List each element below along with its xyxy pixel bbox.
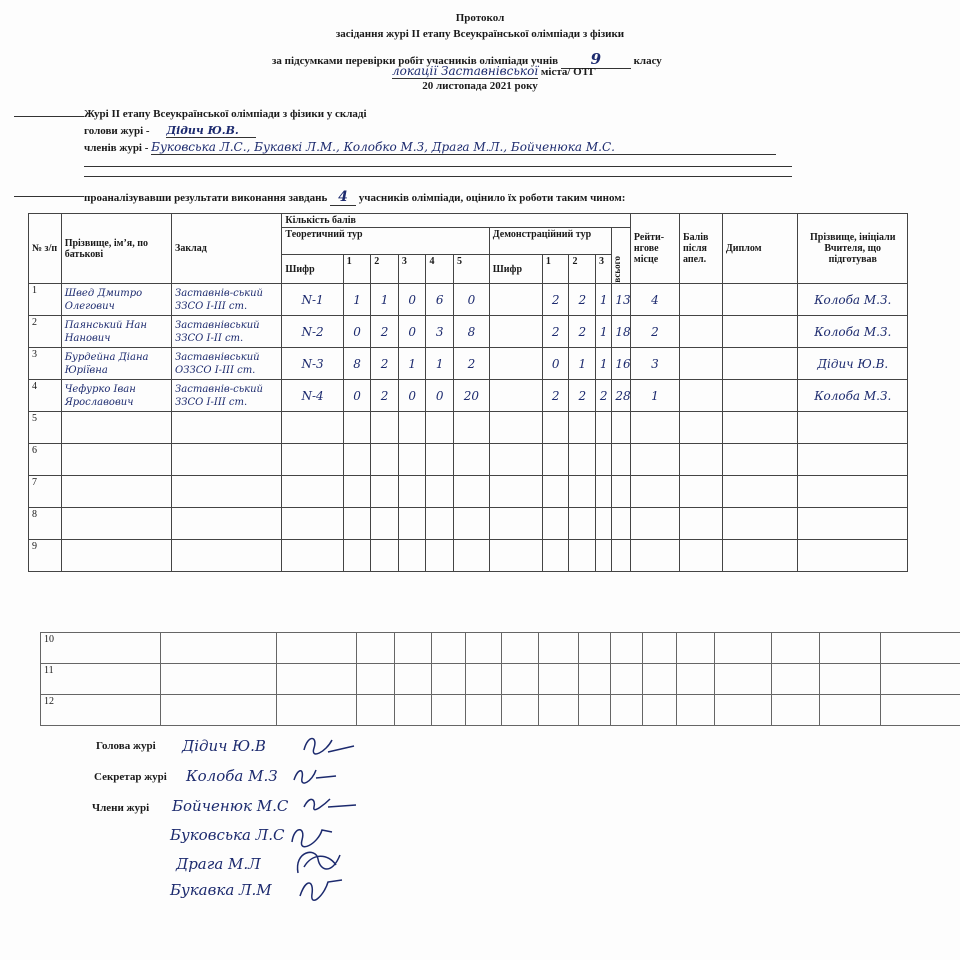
rank: 2 — [630, 316, 679, 348]
empty-cell — [772, 633, 820, 664]
empty-cell — [466, 664, 502, 695]
empty-cell — [715, 664, 772, 695]
grade-value: 9 — [561, 50, 631, 69]
appeal-score — [679, 476, 722, 508]
demo-score: 1 — [569, 348, 596, 380]
theory-score: 0 — [343, 316, 371, 348]
demo-cipher — [489, 412, 542, 444]
theory-task-header: 5 — [454, 255, 490, 284]
appeal-score — [679, 284, 722, 316]
teacher-name — [798, 508, 908, 540]
theory-score — [371, 444, 399, 476]
demo-score: 2 — [569, 316, 596, 348]
teacher-name — [798, 412, 908, 444]
theory-score: 0 — [426, 380, 454, 412]
theory-score — [426, 540, 454, 572]
rank — [630, 540, 679, 572]
empty-cell — [395, 633, 432, 664]
demo-task-header: 1 — [542, 255, 569, 284]
protocol-title: Протокол — [455, 12, 505, 24]
diploma — [722, 380, 798, 412]
empty-cell — [611, 695, 643, 726]
appeal-score — [679, 444, 722, 476]
cipher — [282, 444, 343, 476]
empty-cell — [466, 695, 502, 726]
rank — [630, 412, 679, 444]
demo-cipher — [489, 348, 542, 380]
row-number: 9 — [29, 540, 62, 572]
protocol-subtitle: засідання журі ІІ етапу Всеукраїнської олімпіади з фізики — [335, 28, 625, 40]
teacher-name: Колоба М.З. — [798, 380, 908, 412]
empty-cell — [161, 633, 277, 664]
school-name: Заставнів-ський ЗЗСО І-ІІІ ст. — [172, 380, 282, 412]
empty-cell — [277, 664, 357, 695]
line3-prefix: за підсумками перевірки робіт учасників олімпіади учнів — [272, 55, 559, 67]
student-name: Паянський Нан Нанович — [61, 316, 171, 348]
theory-score — [371, 412, 399, 444]
demo-score: 1 — [596, 284, 612, 316]
demo-score: 0 — [542, 348, 569, 380]
theory-task-header: 1 — [343, 255, 371, 284]
cipher — [282, 540, 343, 572]
member-signature: Букавка Л.М — [170, 881, 272, 899]
member-signature: Бойченюк М.С — [172, 797, 289, 815]
theory-score — [426, 444, 454, 476]
locality-handwritten: локації Заставнівської — [392, 64, 539, 78]
table-row — [41, 664, 960, 695]
empty-cell — [502, 695, 539, 726]
table-row — [29, 508, 908, 540]
theory-score — [371, 540, 399, 572]
school-name: Заставнівський ОЗЗСО І-ІІІ ст. — [172, 348, 282, 380]
empty-cell — [539, 695, 579, 726]
empty-cell — [539, 664, 579, 695]
empty-cell — [579, 633, 611, 664]
theory-score: 8 — [454, 316, 490, 348]
cipher — [282, 508, 343, 540]
school-name — [172, 540, 282, 572]
theory-score: 8 — [343, 348, 371, 380]
demo-cipher — [489, 444, 542, 476]
total-score — [612, 444, 631, 476]
jury-head-label: голови журі - — [84, 125, 150, 137]
student-name — [61, 412, 171, 444]
theory-score — [398, 476, 426, 508]
theory-score: 2 — [371, 380, 399, 412]
theory-score — [426, 412, 454, 444]
demo-score: 1 — [596, 316, 612, 348]
jury-head-row — [84, 124, 256, 138]
demo-score — [542, 476, 569, 508]
empty-cell — [611, 664, 643, 695]
theory-score — [454, 540, 490, 572]
total-score — [612, 508, 631, 540]
empty-cell — [466, 633, 502, 664]
theory-score: 3 — [426, 316, 454, 348]
demo-cipher — [489, 284, 542, 316]
demo-score — [569, 412, 596, 444]
student-name — [61, 444, 171, 476]
diploma — [722, 348, 798, 380]
demo-score — [542, 508, 569, 540]
rank — [630, 444, 679, 476]
demo-score: 2 — [569, 284, 596, 316]
table-row — [29, 284, 908, 316]
student-name: Швед Дмитро Олегович — [61, 284, 171, 316]
empty-cell — [395, 695, 432, 726]
row-number: 11 — [41, 664, 161, 695]
appeal-score — [679, 412, 722, 444]
protocol-date: 20 листопада 2021 року — [422, 80, 538, 92]
demo-score — [569, 540, 596, 572]
diploma — [722, 284, 798, 316]
theory-score: 1 — [426, 348, 454, 380]
empty-cell — [772, 664, 820, 695]
empty-cell — [432, 695, 466, 726]
col-appeal-header: Балів після апел. — [679, 214, 722, 284]
col-rank-header: Рейти-нгове місце — [630, 214, 679, 284]
teacher-name: Дідич Ю.В. — [798, 348, 908, 380]
head-sign-label: Голова журі — [96, 740, 156, 752]
results-table — [28, 213, 908, 572]
jury-head-value: Дідич Ю.В. — [166, 124, 256, 138]
table-row — [41, 695, 960, 726]
row-number: 6 — [29, 444, 62, 476]
demo-score — [596, 444, 612, 476]
theory-score: 1 — [343, 284, 371, 316]
member-signature: Драга М.Л — [176, 855, 261, 873]
rank — [630, 476, 679, 508]
empty-cell — [357, 664, 395, 695]
school-name — [172, 444, 282, 476]
theory-score — [454, 412, 490, 444]
theory-score — [398, 508, 426, 540]
total-header-text: всього — [612, 256, 623, 283]
diploma — [722, 476, 798, 508]
theory-score — [426, 476, 454, 508]
empty-cell — [277, 633, 357, 664]
demo-score — [596, 540, 612, 572]
teacher-name: Колоба М.З. — [798, 284, 908, 316]
rank: 1 — [630, 380, 679, 412]
secretary-signature-mark — [290, 764, 340, 788]
member-signature-mark — [296, 874, 346, 902]
empty-cell — [820, 695, 881, 726]
cipher — [282, 412, 343, 444]
total-score — [612, 540, 631, 572]
demo-task-header: 3 — [596, 255, 612, 284]
col-diploma-header: Диплом — [722, 214, 798, 284]
empty-cell — [677, 633, 715, 664]
row-number: 12 — [41, 695, 161, 726]
diploma — [722, 508, 798, 540]
student-name — [61, 508, 171, 540]
theory-score — [398, 412, 426, 444]
row-number: 4 — [29, 380, 62, 412]
row-number: 7 — [29, 476, 62, 508]
table-row — [29, 412, 908, 444]
diploma — [722, 444, 798, 476]
appeal-score — [679, 380, 722, 412]
head-signature-mark — [298, 732, 358, 758]
empty-cell — [715, 695, 772, 726]
table-row — [29, 348, 908, 380]
demo-score: 2 — [596, 380, 612, 412]
jury-members-value: Буковська Л.С., Букавкі Л.М., Колобко М.З, Драга М.Л., Бойченюка М.С. — [151, 140, 776, 155]
theory-score: 6 — [426, 284, 454, 316]
row-number: 3 — [29, 348, 62, 380]
theory-score — [343, 476, 371, 508]
col-name-header: Прізвище, ім’я, по батькові — [61, 214, 171, 284]
demo-score: 2 — [569, 380, 596, 412]
school-name — [172, 412, 282, 444]
members-sign-label: Члени журі — [92, 802, 150, 814]
analysis-count: 4 — [330, 189, 356, 206]
theory-score — [371, 508, 399, 540]
empty-cell — [820, 633, 881, 664]
appeal-score — [679, 316, 722, 348]
empty-cell — [772, 695, 820, 726]
diploma — [722, 412, 798, 444]
analysis-after: учасників олімпіади, оцінило їх роботи таким чином: — [358, 192, 626, 204]
demo-score — [569, 508, 596, 540]
analysis-line — [84, 189, 625, 206]
student-name: Бурдейна Діана Юріївна — [61, 348, 171, 380]
demo-cipher — [489, 316, 542, 348]
teacher-name — [798, 540, 908, 572]
empty-cell — [539, 633, 579, 664]
demo-score — [596, 412, 612, 444]
cipher: N-3 — [282, 348, 343, 380]
student-name — [61, 476, 171, 508]
col-num-header: № з/п — [29, 214, 62, 284]
demo-score — [542, 540, 569, 572]
demo-score: 2 — [542, 380, 569, 412]
school-name — [172, 476, 282, 508]
teacher-name: Колоба М.З. — [798, 316, 908, 348]
total-score: 13 — [612, 284, 631, 316]
table-row — [29, 444, 908, 476]
theory-score: 0 — [343, 380, 371, 412]
empty-cell — [357, 695, 395, 726]
empty-cell — [277, 695, 357, 726]
total-score — [612, 412, 631, 444]
line3-suffix: класу — [633, 55, 662, 67]
extra-rows-table — [40, 632, 960, 726]
empty-cell — [357, 633, 395, 664]
appeal-score — [679, 540, 722, 572]
theory-task-header: 4 — [426, 255, 454, 284]
demo-score — [569, 444, 596, 476]
rule-line — [14, 116, 84, 117]
row-number: 2 — [29, 316, 62, 348]
diploma — [722, 316, 798, 348]
demo-score — [596, 476, 612, 508]
empty-cell — [432, 633, 466, 664]
jury-members-label: членів журі - — [84, 142, 149, 154]
appeal-score — [679, 348, 722, 380]
row-number: 10 — [41, 633, 161, 664]
member-signature: Буковська Л.С — [170, 826, 285, 844]
teacher-name — [798, 476, 908, 508]
demo-score — [569, 476, 596, 508]
theory-score — [454, 444, 490, 476]
theory-task-header: 3 — [398, 255, 426, 284]
empty-cell — [677, 664, 715, 695]
theory-score: 1 — [398, 348, 426, 380]
theory-score: 0 — [398, 316, 426, 348]
theory-score: 20 — [454, 380, 490, 412]
appeal-score — [679, 508, 722, 540]
theory-score: 2 — [371, 348, 399, 380]
empty-cell — [161, 695, 277, 726]
demo-cipher — [489, 476, 542, 508]
rule-line — [84, 176, 792, 177]
empty-cell — [643, 695, 677, 726]
cipher2-header: Шифр — [489, 255, 542, 284]
school-name: Заставнів-ський ЗЗСО І-ІІІ ст. — [172, 284, 282, 316]
table-row — [29, 540, 908, 572]
table-row — [29, 476, 908, 508]
empty-cell — [715, 633, 772, 664]
row-number: 1 — [29, 284, 62, 316]
theory-score — [343, 540, 371, 572]
empty-cell — [579, 695, 611, 726]
demo-score — [542, 412, 569, 444]
table-row — [41, 633, 960, 664]
row-number: 5 — [29, 412, 62, 444]
secretary-sign-label: Секретар журі — [94, 771, 167, 783]
empty-cell — [502, 633, 539, 664]
points-header: Кількість балів — [282, 214, 631, 228]
theory-score — [454, 508, 490, 540]
student-name — [61, 540, 171, 572]
demo-cipher — [489, 540, 542, 572]
teacher-name — [798, 444, 908, 476]
theory-score — [398, 444, 426, 476]
row-number: 8 — [29, 508, 62, 540]
rank — [630, 508, 679, 540]
cipher: N-1 — [282, 284, 343, 316]
demo-score — [542, 444, 569, 476]
empty-cell — [820, 664, 881, 695]
diploma — [722, 540, 798, 572]
demo-task-header: 2 — [569, 255, 596, 284]
locality-suffix: міста/ ОТГ — [540, 66, 597, 78]
theory-score: 1 — [371, 284, 399, 316]
school-name: Заставнівський ЗЗСО І-ІІ ст. — [172, 316, 282, 348]
cipher-header: Шифр — [282, 255, 343, 284]
col-teacher-header: Прізвище, ініціали Вчителя, що підготував — [798, 214, 908, 284]
theory-score — [343, 444, 371, 476]
locality-line — [392, 64, 596, 78]
rule-line — [84, 166, 792, 167]
empty-cell — [881, 695, 960, 726]
theory-header: Теоретичний тур — [282, 228, 489, 255]
analysis-before: проаналізувавши результати виконання завдань — [84, 192, 328, 204]
demo-cipher — [489, 508, 542, 540]
theory-score — [343, 508, 371, 540]
empty-cell — [579, 664, 611, 695]
col-school-header: Заклад — [172, 214, 282, 284]
table-row — [29, 316, 908, 348]
theory-score: 0 — [454, 284, 490, 316]
theory-score — [343, 412, 371, 444]
demo-score: 1 — [596, 348, 612, 380]
theory-score: 0 — [398, 380, 426, 412]
empty-cell — [395, 664, 432, 695]
school-name — [172, 508, 282, 540]
jury-intro: Журі ІІ етапу Всеукраїнської олімпіади з фізики у складі — [84, 108, 367, 120]
empty-cell — [161, 664, 277, 695]
theory-score — [454, 476, 490, 508]
total-score: 16 — [612, 348, 631, 380]
rank: 4 — [630, 284, 679, 316]
theory-score: 2 — [454, 348, 490, 380]
theory-task-header: 2 — [371, 255, 399, 284]
student-name: Чефурко Іван Ярославович — [61, 380, 171, 412]
empty-cell — [611, 633, 643, 664]
col-total-header — [612, 228, 631, 284]
cipher — [282, 476, 343, 508]
rule-line — [14, 196, 84, 197]
theory-score: 0 — [398, 284, 426, 316]
empty-cell — [502, 664, 539, 695]
cipher: N-2 — [282, 316, 343, 348]
secretary-signature: Колоба М.З — [186, 767, 278, 785]
demo-score: 2 — [542, 316, 569, 348]
head-signature: Дідич Ю.В — [182, 737, 266, 755]
empty-cell — [881, 633, 960, 664]
total-score — [612, 476, 631, 508]
total-score: 28 — [612, 380, 631, 412]
theory-score — [371, 476, 399, 508]
cipher: N-4 — [282, 380, 343, 412]
theory-score: 2 — [371, 316, 399, 348]
rank: 3 — [630, 348, 679, 380]
total-score: 18 — [612, 316, 631, 348]
demo-score: 2 — [542, 284, 569, 316]
demo-cipher — [489, 380, 542, 412]
jury-members-row — [84, 140, 776, 155]
theory-score — [426, 508, 454, 540]
empty-cell — [881, 664, 960, 695]
empty-cell — [677, 695, 715, 726]
theory-score — [398, 540, 426, 572]
table-row — [29, 380, 908, 412]
empty-cell — [643, 664, 677, 695]
empty-cell — [643, 633, 677, 664]
empty-cell — [432, 664, 466, 695]
demo-header: Демонстраційний тур — [489, 228, 612, 255]
demo-score — [596, 508, 612, 540]
member-signature-mark — [300, 793, 360, 815]
